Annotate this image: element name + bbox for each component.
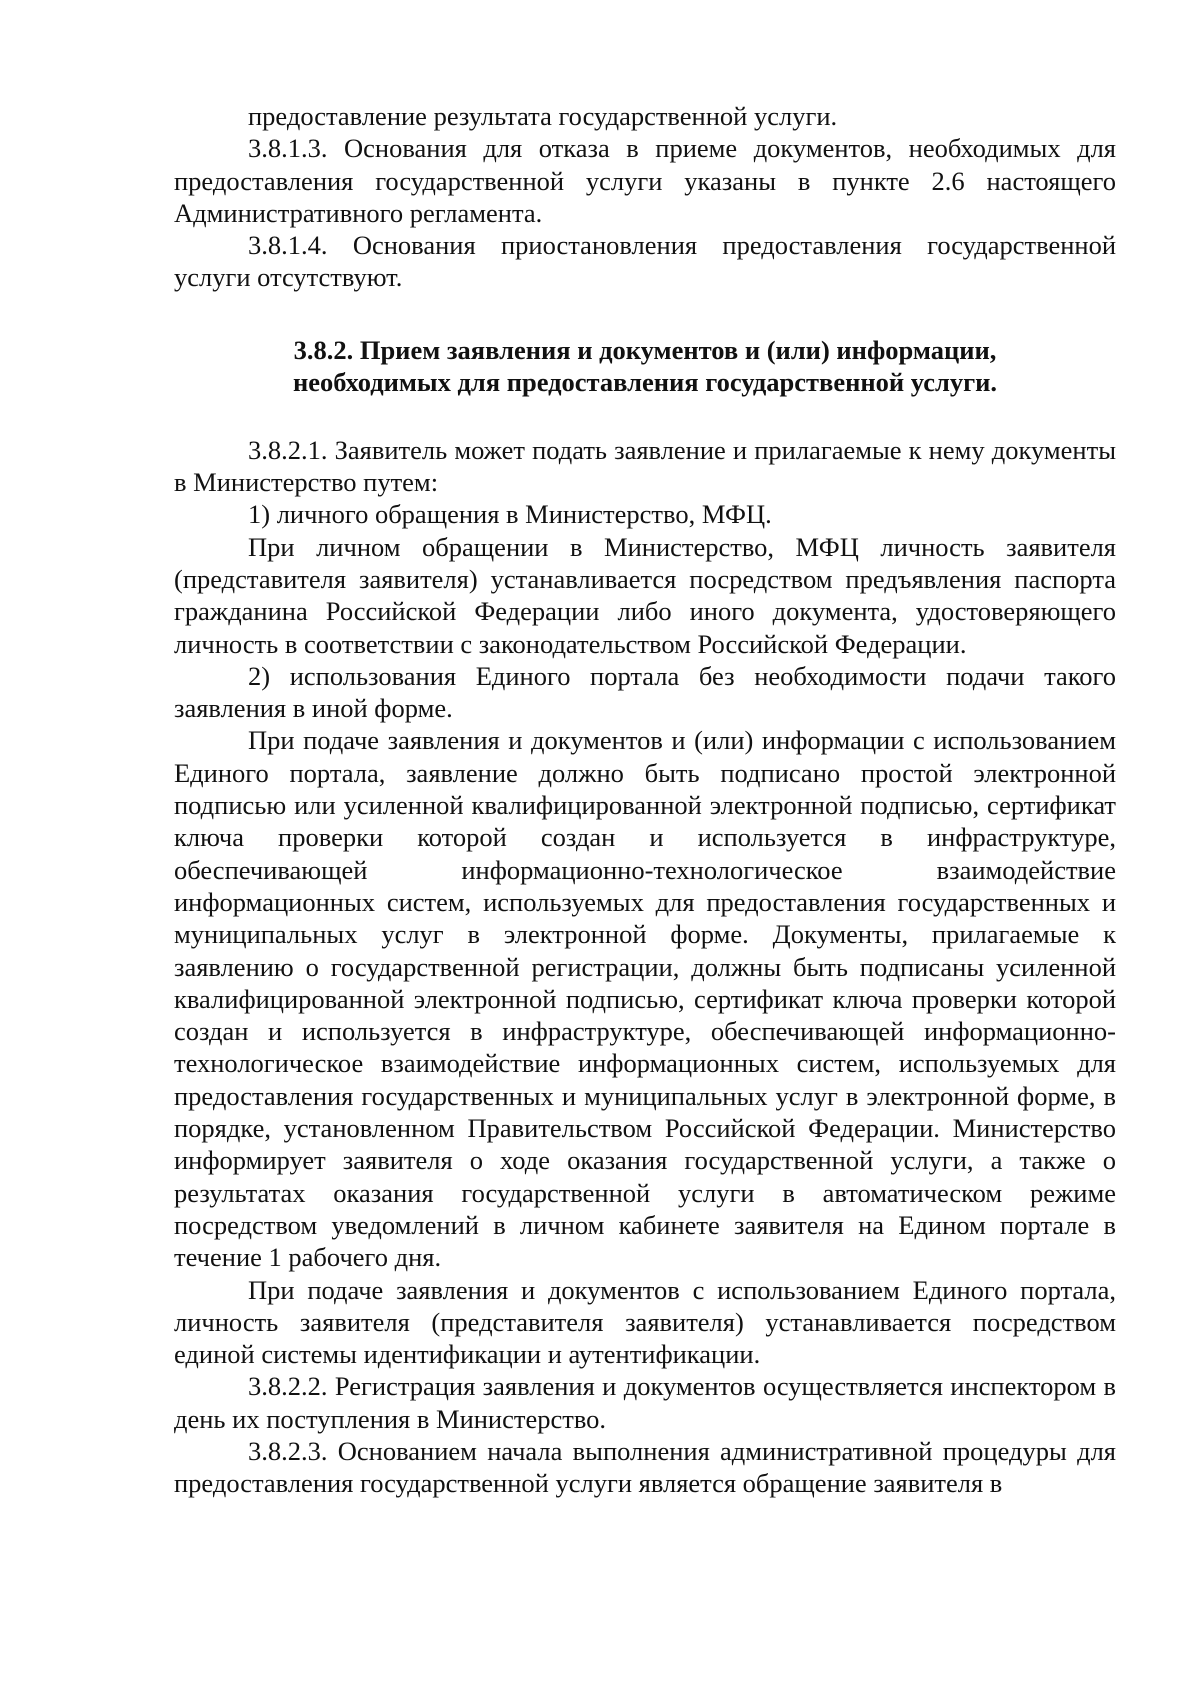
document-page xyxy=(174,100,1116,1500)
paragraph: 3.8.2.3. Основанием начала выполнения административной процедуры для предоставления государственной услуги является обращение заявителя в xyxy=(174,1435,1116,1499)
paragraph: 1) личного обращения в Министерство, МФЦ. xyxy=(248,499,772,530)
paragraph: При подаче заявления и документов и (или) информации с использованием Единого портала, заявление должно быть подписано простой электронной подписью или усиленной квалифицированной электронной подписью, сертификат ключа проверки которой создан и используется в инфраструктуре, обеспечивающей информационно-технологическое взаимодействие информационных систем, используемых для предоставления государственных и муниципальных услуг в электронной форме. Документы, прилагаемые к заявлению о государственной регистрации, должны быть подписаны усиленной квалифицированной электронной подписью, сертификат ключа проверки которой создан и используется в инфраструктуре, обеспечивающей информационно-технологическое взаимодействие информационных систем, используемых для предоставления государственных и муниципальных услуг в электронной форме, в порядке, установленном Правительством Российской Федерации. Министерство информирует заявителя о ходе оказания государственной услуги, а также о результатах оказания государственной услуги в автоматическом режиме посредством уведомлений в личном кабинете заявителя на Едином портале в течение 1 рабочего дня. xyxy=(174,725,1116,1273)
section-heading-line: 3.8.2. Прием заявления и документов и (или) информации, xyxy=(293,334,997,365)
paragraph: 3.8.2.1. Заявитель может подать заявление и прилагаемые к нему документы в Министерство путем: xyxy=(174,434,1116,498)
paragraph: 3.8.1.3. Основания для отказа в приеме документов, необходимых для предоставления государственной услуги указаны в пункте 2.6 настоящего Административного регламента. xyxy=(174,133,1116,228)
paragraph: При подаче заявления и документов с использованием Единого портала, личность заявителя (представителя заявителя) устанавливается посредством единой системы идентификации и аутентификации. xyxy=(174,1274,1116,1370)
paragraph: 2) использования Единого портала без необходимости подачи такого заявления в иной форме. xyxy=(174,660,1116,724)
paragraph: При личном обращении в Министерство, МФЦ личность заявителя (представителя заявителя) устанавливается посредством предъявления паспорта гражданина Российской Федерации либо иного документа, удостоверяющего личность в соответствии с законодательством Российской Федерации. xyxy=(174,531,1116,659)
paragraph: 3.8.1.4. Основания приостановления предоставления государственной услуги отсутствуют. xyxy=(174,230,1116,293)
paragraph: предоставление результата государственной услуги. xyxy=(248,101,838,131)
section-heading xyxy=(174,334,1116,399)
paragraph: 3.8.2.2. Регистрация заявления и документов осуществляется инспектором в день их поступления в Министерство. xyxy=(174,1371,1116,1434)
section-heading-line: необходимых для предоставления государственной услуги. xyxy=(292,367,998,398)
